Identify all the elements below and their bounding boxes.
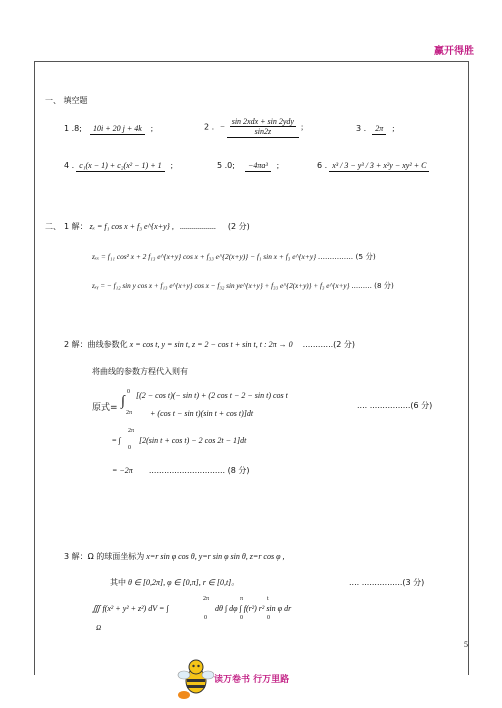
section2-heading: 二、 [45, 222, 61, 231]
section1-heading: 一、 填空题 [45, 96, 88, 105]
p2-limit-bot-b: 0 [128, 445, 131, 451]
brand-title: 赢开得胜 [434, 46, 474, 57]
p1-line2: zₓₓ = f₁₁ cos² x + 2 f₁₃ e^{x+y} cos x + f₃₃ e^{2(x+y)} − f₁ sin x + f₃ e^{x+y} ............... (5 分) [92, 252, 376, 261]
p3-omega: Ω [96, 624, 102, 632]
q1-answer: 1 .8; 10i + 20 j + 4k ; [64, 124, 153, 133]
bee-mascot-icon [176, 655, 214, 701]
p2-original: 原式= [92, 403, 118, 413]
p2-limit-top-b: 2π [128, 428, 135, 434]
p2-limit-bot-a: 2π [126, 410, 133, 416]
p3-limit2-bot: 0 [240, 615, 243, 621]
q4-answer: 4 . c₁(x − 1) + c₂(x² − 1) + 1 ; [64, 161, 173, 170]
p2-param: 2 解：曲线参数化 x = cos t, y = sin t, z = 2 − cos t + sin t, t : 2π → 0 ............(2 分) [64, 340, 356, 349]
q2-answer: 2 . − $\frac{\text{sin 2xdx + sin 2ydy}}{\sin 2z}$ ; [204, 117, 304, 136]
p3-coords: 3 解：Ω 的球面坐标为 x=r sin φ cos θ, y=r sin φ sin θ, z=r cos φ , [64, 552, 285, 561]
p1-line1: 1 解： zₓ = f₁ cos x + f₃ e^{x+y} , .................. (2 分) [64, 222, 250, 231]
p2-step-b: = ∫ [112, 436, 121, 445]
p3-range-score: .... ................(3 分) [349, 578, 425, 587]
p2-score-a: .... ................(6 分) [357, 401, 433, 410]
q6-answer: 6 . x³ / 3 − y³ / 3 + x²y − xy² + C [317, 161, 429, 170]
p3-limit1-bot: 0 [204, 615, 207, 621]
p3-range: 其中 θ ∈ [0,2π], φ ∈ [0,π], r ∈ [0,t]。 [110, 578, 240, 587]
p3-integral-lhs: ∭ f(x² + y² + z²) dV = ∫ [92, 604, 169, 613]
p2-substitute: 将曲线的参数方程代入则有 [92, 367, 188, 376]
p2-expr-b: [2(sin t + cos t) − 2 cos 2t − 1]dt [139, 436, 247, 445]
q3-answer: 3 . 2π ; [356, 124, 395, 133]
p2-expr-a1: [(2 − cos t)(− sin t) + (2 cos t − 2 − sin t) cos t [136, 391, 288, 400]
p3-limit3-bot: 0 [267, 615, 270, 621]
p3-integral-rhs: dθ ∫ dφ ∫ f(r²) r² sin φ dr [215, 604, 292, 613]
page-number: 5 [464, 640, 468, 649]
p3-limit3-top: t [267, 596, 269, 602]
p2-integral-a: ∫ [121, 394, 125, 409]
p2-limit-top-a: 0 [127, 389, 130, 395]
footer-slogan: 读万卷书 行万里路 [214, 675, 290, 685]
p3-limit1-top: 2π [203, 596, 210, 602]
p3-limit2-top: π [240, 596, 244, 602]
p2-expr-a2: + (cos t − sin t)(sin t + cos t)]dt [150, 409, 254, 418]
p2-step-c: = −2π .............................. (8 分) [112, 466, 250, 475]
p1-line3: zₓᵧ = − f₁₂ sin y cos x + f₁₃ e^{x+y} cos x − f₃₂ sin ye^{x+y} + f₃₃ e^{2(x+y)} + f₃ e^{x+y} ......... (8 分) [92, 281, 394, 290]
q5-answer: 5 .0; −4πa³ ; [217, 161, 280, 170]
